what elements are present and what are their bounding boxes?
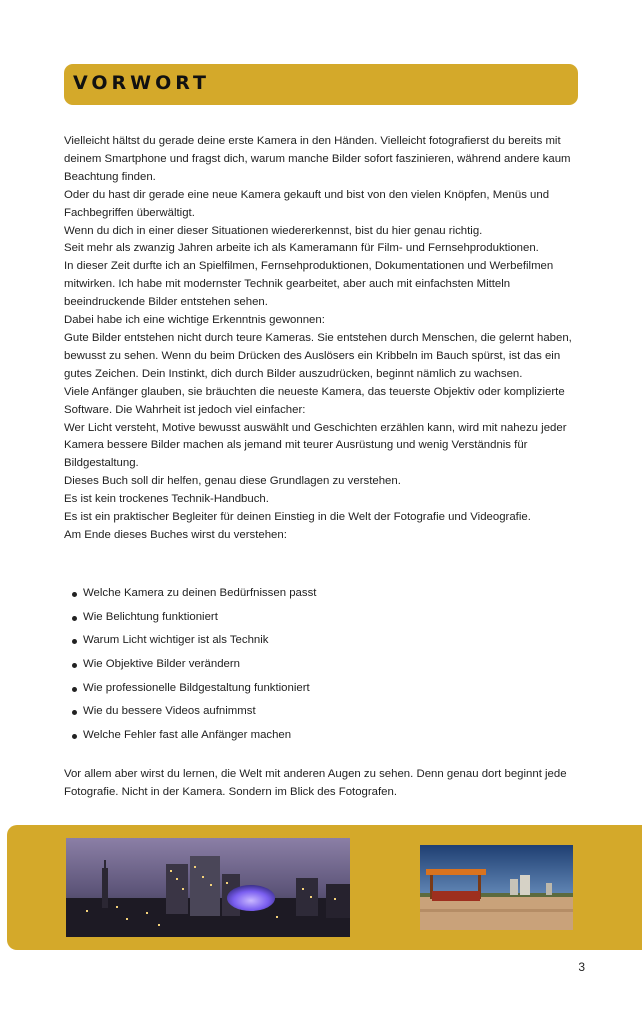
list-item: Wie Objektive Bilder verändern	[64, 656, 584, 680]
intro-paragraph: Wenn du dich in einer dieser Situationen wiedererkennst, bist du hier genau richtig.	[64, 224, 483, 237]
chapter-header-band	[64, 64, 578, 105]
list-item: Welche Kamera zu deinen Bedürfnissen passt	[64, 585, 584, 609]
intro-paragraph: Dabei habe ich eine wichtige Erkenntnis gewonnen:	[64, 314, 325, 327]
intro-paragraph: Viele Anfänger glauben, sie bräuchten die neueste Kamera, das teuerste Objektiv oder komplizierte Software. Die Wahrheit ist jedoch viel einfacher:	[64, 385, 565, 416]
closing-paragraph: Vor allem aber wirst du lernen, die Welt mit anderen Augen zu sehen. Denn genau dort beginnt jede Fotografie. Nicht in der Kamera. Sondern im Blick des Fotografen.	[64, 768, 567, 798]
list-item: Wie Belichtung funktioniert	[64, 609, 584, 633]
list-item: Wie du bessere Videos aufnimmst	[64, 703, 584, 727]
list-item: Wie professionelle Bildgestaltung funktioniert	[64, 680, 584, 704]
list-item: Warum Licht wichtiger ist als Technik	[64, 632, 584, 656]
intro-paragraph: Es ist kein trockenes Technik-Handbuch.	[64, 493, 269, 506]
list-item: Welche Fehler fast alle Anfänger machen	[64, 727, 584, 751]
intro-paragraph: In dieser Zeit durfte ich an Spielfilmen, Fernsehproduktionen, Dokumentationen und Werbefilmen mitwirken. Ich habe mit modernster Technik gearbeitet, aber auch mit einfachsten Mitteln beeindruckende Bilder entstehen sehen.	[64, 260, 554, 309]
intro-paragraph: Wer Licht versteht, Motive bewusst auswählt und Geschichten erzählen kann, wird mit nahezu jeder Kamera bessere Bilder machen als jemand mit teurer Ausrüstung und wenig Verständnis für Bildgestaltung.	[64, 421, 567, 470]
intro-paragraph: Am Ende dieses Buches wirst du verstehen:	[64, 528, 287, 541]
intro-paragraph: Dieses Buch soll dir helfen, genau diese Grundlagen zu verstehen.	[64, 475, 401, 488]
learning-goals-list	[64, 585, 584, 751]
page-number: 3	[578, 960, 585, 974]
intro-paragraph: Seit mehr als zwanzig Jahren arbeite ich als Kameramann für Film- und Fernsehproduktionen.	[64, 242, 539, 255]
intro-paragraph: Vielleicht hältst du gerade deine erste Kamera in den Händen. Vielleicht fotografierst du bereits mit deinem Smartphone und fragst dich, warum manche Bilder sofort faszinieren, während andere kaum Beachtung finden.	[64, 135, 571, 183]
intro-paragraph: Es ist ein praktischer Begleiter für deinen Einstieg in die Welt der Fotografie und Videografie.	[64, 511, 531, 524]
intro-text	[64, 133, 584, 545]
public-square-photo	[420, 845, 573, 930]
city-skyline-photo	[66, 838, 350, 937]
intro-paragraph: Gute Bilder entstehen nicht durch teure Kameras. Sie entstehen durch Menschen, die gelernt haben, bewusst zu sehen. Wenn du beim Drücken des Auslösers ein Kribbeln im Bauch spürst, ist das ein gutes Zeichen. Dein Instinkt, dich durch Bilder auszudrücken, beginnt nämlich zu wachsen.	[64, 331, 572, 380]
chapter-title: VORWORT	[73, 72, 210, 94]
intro-paragraph: Oder du hast dir gerade eine neue Kamera gekauft und bist von den vielen Knöpfen, Menüs und Fachbegriffen überwältigt.	[64, 188, 550, 219]
